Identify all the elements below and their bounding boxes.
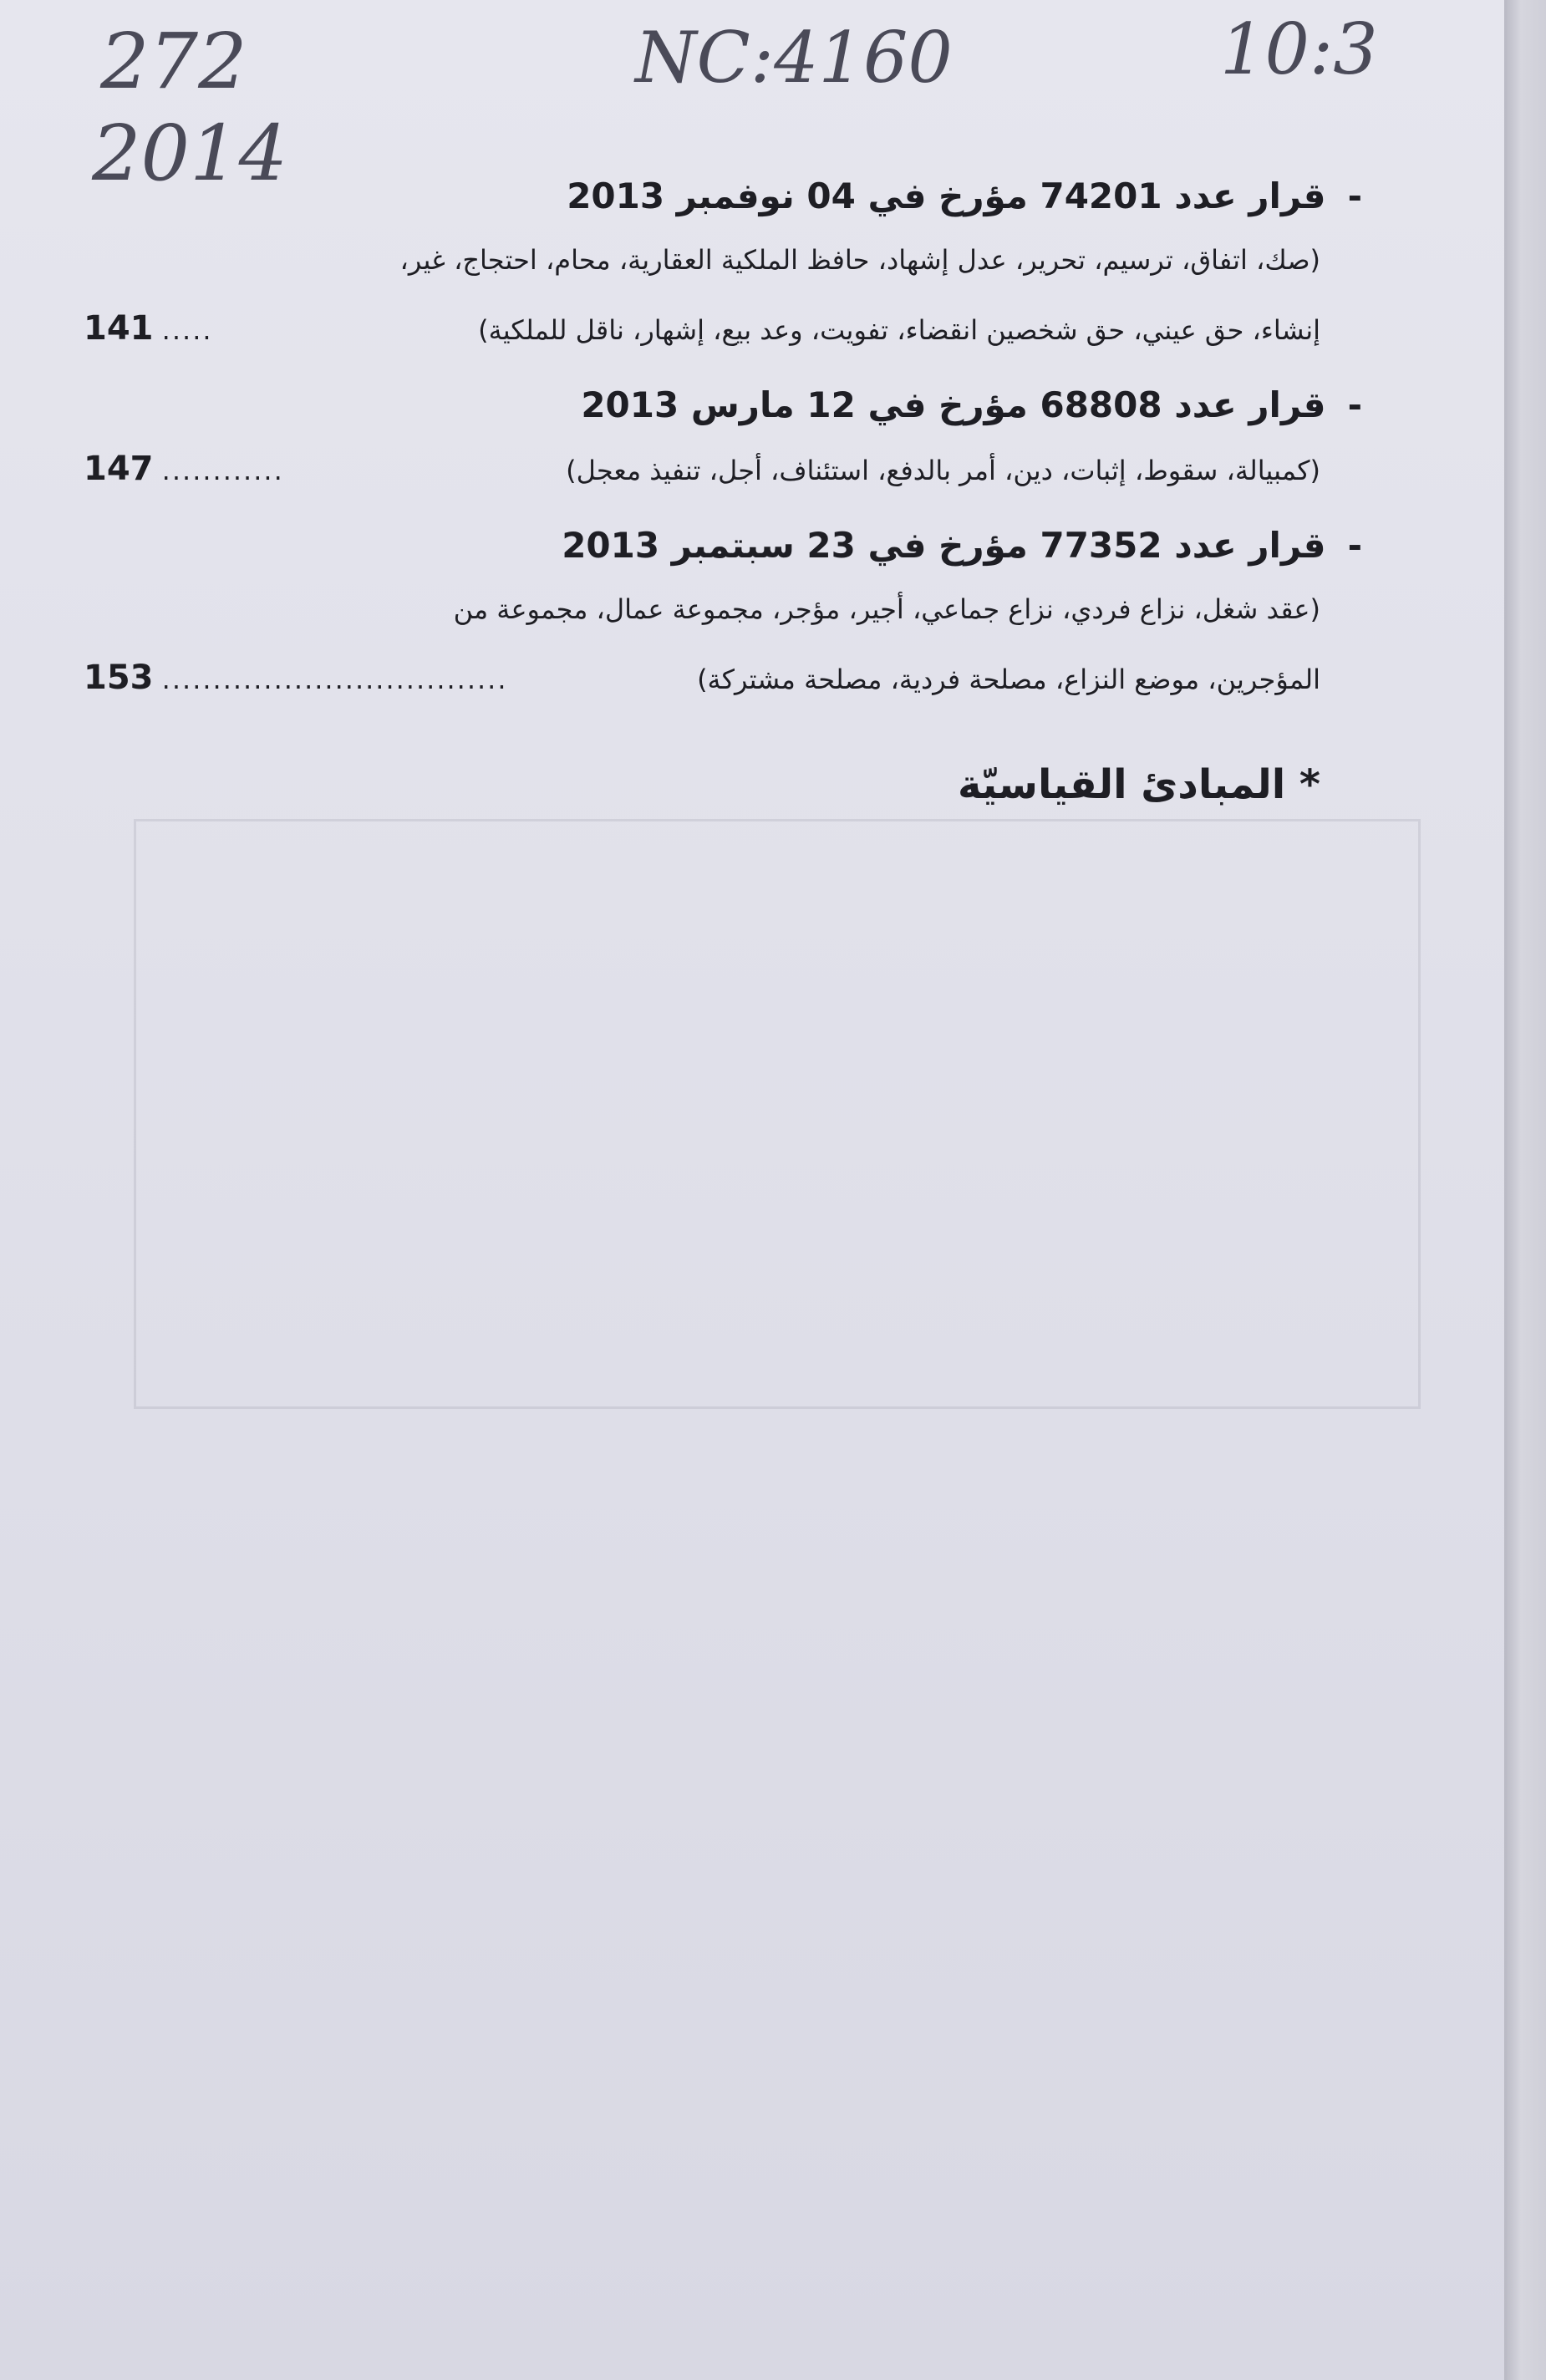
handwritten-year-top-left: 2014 xyxy=(92,109,288,198)
page-edge-shadow xyxy=(1504,0,1546,2380)
entry-keywords-text: المؤجرين، موضع النزاع، مصلحة فردية، مصلحة مشتركة) xyxy=(697,664,1320,695)
page-number: 147 xyxy=(84,450,154,488)
entry-page-ref: .................................. 153 xyxy=(84,659,508,697)
handwritten-number-top-left: 272 xyxy=(100,17,247,106)
entry-keywords-last-line xyxy=(84,643,1371,714)
entry-keywords-last-line xyxy=(84,294,1371,364)
page-number: 153 xyxy=(84,659,154,697)
entry-heading: -قرار عدد 77352 مؤرخ في 23 سبتمبر 2013 xyxy=(562,525,1362,566)
entry-page-ref: ..... 141 xyxy=(84,309,213,348)
index-content xyxy=(84,167,1371,822)
section-title: * المبادئ القياسيّة xyxy=(958,761,1320,808)
entry-2 xyxy=(84,376,1371,505)
entry-keywords-last-line xyxy=(84,435,1371,505)
entry-heading: -قرار عدد 74201 مؤرخ في 04 نوفمبر 2013 xyxy=(567,175,1362,216)
entry-keywords-line: (صك، اتفاق، ترسيم، تحرير، عدل إشهاد، حافظ الملكية العقارية، محام، احتجاج، غير، xyxy=(399,244,1320,276)
entry-page-ref: ............ 147 xyxy=(84,450,284,488)
entry-keywords-text: إنشاء، حق عيني، حق شخصين انقضاء، تفويت، وعد بيع، إشهار، ناقل للملكية) xyxy=(478,314,1320,346)
page-number: 141 xyxy=(84,309,154,348)
bleed-through-background xyxy=(134,752,1421,1409)
bleed-through-table-outline xyxy=(134,819,1421,1409)
entry-heading: -قرار عدد 68808 مؤرخ في 12 مارس 2013 xyxy=(581,384,1362,425)
entry-keywords-text: (كمبيالة، سقوط، إثبات، دين، أمر بالدفع، استئناف، أجل، تنفيذ معجل) xyxy=(566,455,1320,486)
entry-keywords-line: (عقد شغل، نزاع فردي، نزاع جماعي، أجير، مؤجر، مجموعة عمال، مجموعة من xyxy=(453,593,1320,625)
entry-3 xyxy=(84,516,1371,714)
entry-1 xyxy=(84,167,1371,364)
handwritten-code-top-center: NC:4160 xyxy=(635,17,953,99)
handwritten-mark-top-right: 10:3 xyxy=(1220,8,1378,90)
